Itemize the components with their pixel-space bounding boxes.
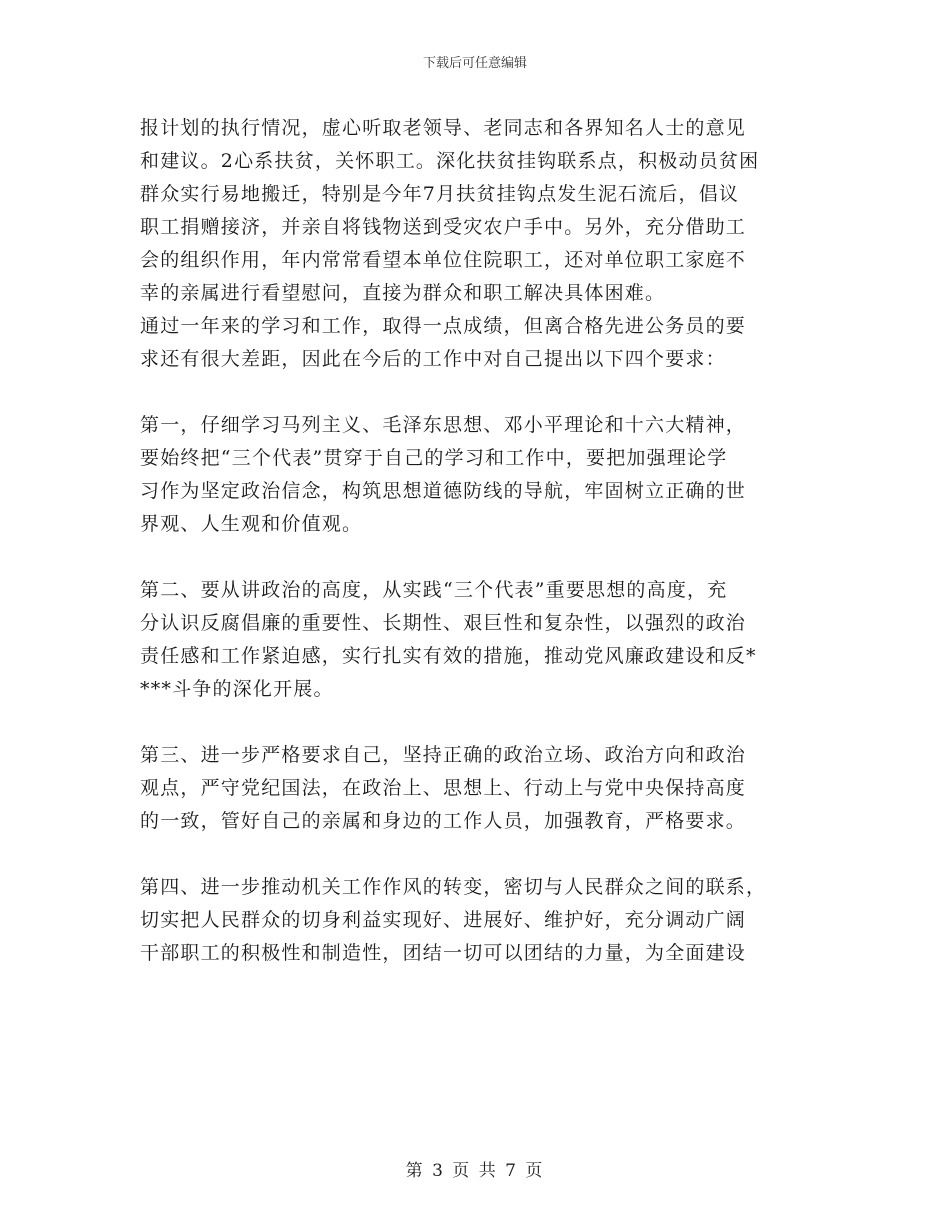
paragraph-4 xyxy=(140,574,820,706)
paragraph-6 xyxy=(140,871,820,970)
paragraph-gap xyxy=(140,376,820,409)
text-line: 习作为坚定政治信念，构筑思想道德防线的导航，牢固树立正确的世 xyxy=(140,480,747,502)
text-line: 干部职工的积极性和制造性，团结一切可以团结的力量，为全面建设 xyxy=(140,942,747,964)
paragraph-gap xyxy=(140,706,820,739)
text-line: 分认识反腐倡廉的重要性、长期性、艰巨性和复杂性，以强烈的政治 xyxy=(140,612,747,634)
text-line: 群众实行易地搬迁，特别是今年7月扶贫挂钩点发生泥石流后，倡议 xyxy=(140,183,740,205)
paragraph-3 xyxy=(140,409,820,541)
text-line: 会的组织作用，年内常常看望本单位住院职工，还对单位职工家庭不 xyxy=(140,249,747,271)
text-line: 第四、进一步推动机关工作作风的转变，密切与人民群众之间的联系， xyxy=(140,876,767,898)
text-line: 责任感和工作紧迫感，实行扎实有效的措施，推动党风廉政建设和反* xyxy=(140,645,757,667)
text-line: 第二、要从讲政治的高度，从实践“三个代表”重要思想的高度，充 xyxy=(140,579,728,601)
text-line: 幸的亲属进行看望慰问，直接为群众和职工解决具体困难。 xyxy=(140,282,666,304)
page-number-footer: 第 3 页 共 7 页 xyxy=(405,1161,545,1181)
text-line: 要始终把“三个代表”贯穿于自己的学习和工作中，要把加强理论学 xyxy=(140,447,728,469)
text-line: 的一致，管好自己的亲属和身边的工作人员，加强教育，严格要求。 xyxy=(140,810,747,832)
text-line: 第三、进一步严格要求自己，坚持正确的政治立场、政治方向和政治 xyxy=(140,744,747,766)
paragraph-gap xyxy=(140,838,820,871)
text-line: 通过一年来的学习和工作，取得一点成绩，但离合格先进公务员的要 xyxy=(140,315,747,337)
paragraph-5 xyxy=(140,739,820,838)
text-line: 和建议。2心系扶贫，关怀职工。深化扶贫挂钩联系点，积极动员贫困 xyxy=(140,150,760,172)
text-line: ***斗争的深化开展。 xyxy=(140,678,334,700)
paragraph-gap xyxy=(140,541,820,574)
text-line: 切实把人民群众的切身利益实现好、进展好、维护好，充分调动广阔 xyxy=(140,909,747,931)
document-body xyxy=(140,112,820,970)
text-line: 职工捐赠接济，并亲自将钱物送到受灾农户手中。另外，充分借助工 xyxy=(140,216,747,238)
text-line: 界观、人生观和价值观。 xyxy=(140,513,363,535)
text-line: 报计划的执行情况，虚心听取老领导、老同志和各界知名人士的意见 xyxy=(140,117,747,139)
paragraph-2 xyxy=(140,310,820,376)
paragraph-1 xyxy=(140,112,820,310)
page-header-note: 下载后可任意编辑 xyxy=(422,56,527,71)
text-line: 观点，严守党纪国法，在政治上、思想上、行动上与党中央保持高度 xyxy=(140,777,747,799)
text-line: 第一，仔细学习马列主义、毛泽东思想、邓小平理论和十六大精神， xyxy=(140,414,747,436)
text-line: 求还有很大差距，因此在今后的工作中对自己提出以下四个要求： xyxy=(140,348,726,370)
